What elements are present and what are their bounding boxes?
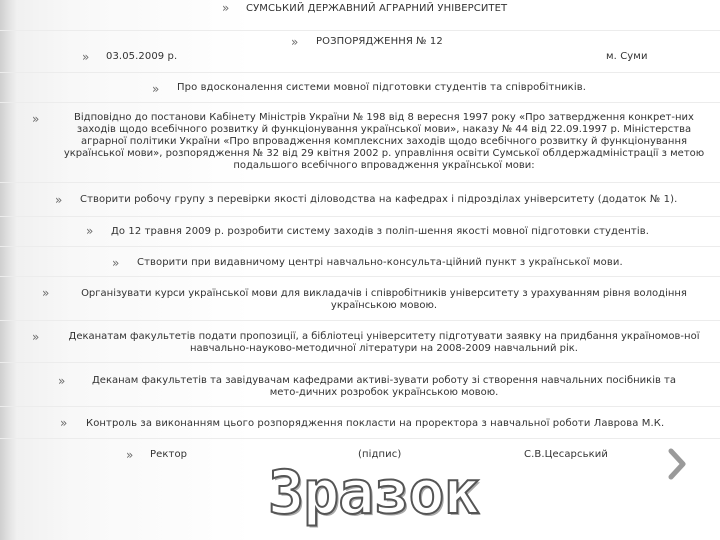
order-date: 03.05.2009 р. bbox=[106, 51, 178, 62]
list-item: Контроль за виконанням цього розпорядження покласти на проректора з навчальної роботи Лаврова М.К. bbox=[86, 418, 665, 429]
list-item: Деканам факультетів та завідувачам кафедрами активі-зувати роботу зі створення навчальних посібників та мето-дичних розробок українською мовою. bbox=[91, 375, 677, 398]
signature-placeholder: (підпис) bbox=[358, 449, 402, 460]
list-item: Створити робочу групу з перевірки якості діловодства на кафедрах і підрозділах університету (додаток № 1). bbox=[80, 194, 678, 205]
divider bbox=[0, 182, 720, 183]
signature-role: Ректор bbox=[150, 449, 188, 460]
divider bbox=[0, 216, 720, 217]
sample-watermark: Зразок bbox=[268, 458, 479, 528]
bullet-icon: » bbox=[112, 256, 120, 270]
next-arrow-icon[interactable] bbox=[666, 448, 688, 480]
divider bbox=[0, 102, 720, 103]
bullet-icon: » bbox=[126, 448, 134, 462]
list-item: Деканатам факультетів подати пропозиції, а бібліотеці університету підготувати заявку на придбання україномов-ної навчально-науково-методичної літератури на 2008-2009 навчальний рік. bbox=[68, 331, 700, 354]
divider bbox=[0, 30, 720, 31]
divider bbox=[0, 362, 720, 363]
order-subject: Про вдосконалення системи мовної підготовки студентів та співробітників. bbox=[177, 82, 586, 93]
university-name: СУМСЬКИЙ ДЕРЖАВНИЙ АГРАРНИЙ УНІВЕРСИТЕТ bbox=[246, 3, 508, 14]
bullet-icon: » bbox=[32, 112, 40, 126]
bullet-icon: » bbox=[152, 82, 160, 96]
bullet-icon: » bbox=[86, 224, 94, 238]
bullet-icon: » bbox=[291, 35, 299, 49]
bullet-icon: » bbox=[42, 286, 50, 300]
list-item: До 12 травня 2009 р. розробити систему заходів з поліп-шення якості мовної підготовки студентів. bbox=[111, 226, 649, 237]
divider bbox=[0, 276, 720, 277]
bullet-icon: » bbox=[58, 374, 66, 388]
list-item: Створити при видавничому центрі навчально-консульта-ційний пункт з української мови. bbox=[137, 257, 623, 268]
preamble-paragraph: Відповідно до постанови Кабінету Міністрів України № 198 від 8 вересня 1997 року «Про затвердження конкрет-них заходів щодо всебічного розвитку й функціонування української мови», наказу № 44 від 22.09.1997 р. Міністерства аграрної політики України «Про впровадження комплексних заходів щодо всебічного розвитку й функціонування української мови», розпорядження № 32 від 29 квітня 2002 р. управління освіти Сумської облдержадміністрації з метою подальшого всебічного впровадження української мови: bbox=[63, 112, 705, 171]
left-accent-bar bbox=[0, 0, 18, 540]
divider bbox=[0, 72, 720, 73]
bullet-icon: » bbox=[82, 50, 90, 64]
divider bbox=[0, 406, 720, 407]
bullet-icon: » bbox=[60, 416, 68, 430]
divider bbox=[0, 246, 720, 247]
bullet-icon: » bbox=[55, 193, 63, 207]
bullet-icon: » bbox=[222, 1, 230, 15]
signature-name: С.В.Цесарський bbox=[524, 449, 608, 460]
list-item: Організувати курси української мови для викладачів і співробітників університету з урахуванням рівня володіння українською мовою. bbox=[81, 288, 687, 311]
divider bbox=[0, 320, 720, 321]
divider bbox=[0, 438, 720, 439]
order-title: РОЗПОРЯДЖЕННЯ № 12 bbox=[316, 36, 443, 47]
order-city: м. Суми bbox=[606, 51, 648, 62]
bullet-icon: » bbox=[32, 330, 40, 344]
